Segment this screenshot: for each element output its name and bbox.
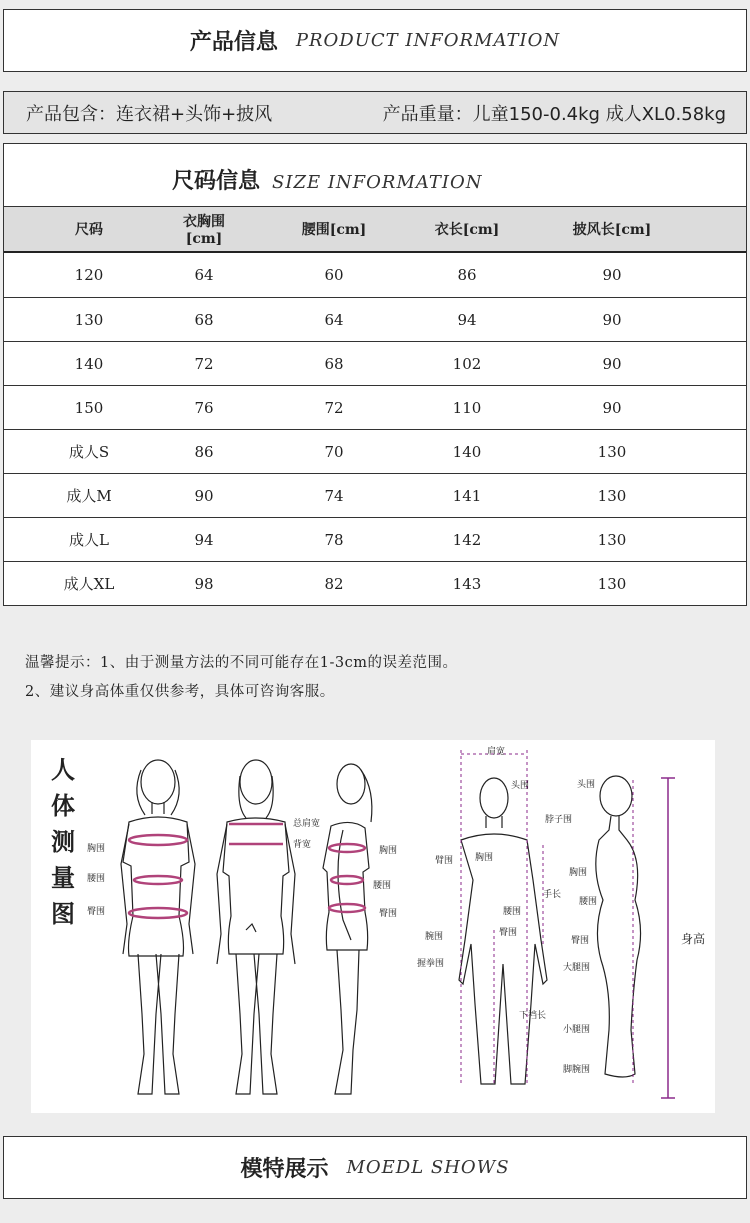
cell-size: 150 (74, 398, 104, 417)
header-waist: 腰围[cm] (301, 222, 367, 238)
cell-length: 140 (452, 442, 482, 461)
thigh-label: 大腿围 (563, 963, 591, 973)
tip-line-2: 2、建议身高体重仅供参考，具体可咨询客服。 (25, 684, 335, 700)
cell-waist: 68 (324, 354, 344, 373)
neck-label: 脖子围 (545, 815, 573, 825)
head-label: 头围 (511, 781, 530, 791)
cell-size: 成人M (66, 487, 112, 505)
cell-size: 140 (74, 354, 104, 373)
table-row (4, 341, 746, 385)
shoulder-width-label: 肩宽 (487, 747, 506, 757)
table-row (4, 473, 746, 517)
calf-label: 小腿围 (563, 1025, 591, 1035)
cell-length: 94 (457, 310, 477, 329)
cell-cape-length: 130 (597, 574, 627, 593)
side-head-label: 头围 (577, 780, 596, 790)
height-arrow (661, 778, 675, 1098)
front-waist-label: 腰围 (87, 874, 106, 884)
cell-cape-length: 130 (597, 486, 627, 505)
cell-waist: 82 (324, 574, 344, 593)
cell-waist: 78 (324, 530, 344, 549)
tip-line-1: 温馨提示：1、由于测量方法的不同可能存在1-3cm的误差范围。 (25, 655, 458, 671)
cell-cape-length: 130 (597, 530, 627, 549)
cell-waist: 64 (324, 310, 344, 329)
cell-cape-length: 130 (597, 442, 627, 461)
cell-chest: 64 (194, 266, 214, 284)
cell-size: 成人S (68, 443, 110, 461)
cell-waist: 74 (324, 486, 344, 505)
product-weight: 产品重量：儿童150-0.4kg 成人XL0.58kg (382, 103, 726, 125)
cell-length: 141 (452, 486, 482, 505)
diagram-title-char: 量 (51, 864, 75, 892)
cell-waist: 70 (324, 442, 344, 461)
header-size: 尺码 (75, 222, 103, 238)
cell-cape-length: 90 (602, 266, 622, 284)
cell-length: 143 (452, 574, 482, 593)
body-chest-label: 胸围 (475, 853, 494, 863)
product-info-bar (3, 91, 747, 134)
table-row (4, 517, 746, 561)
table-row (4, 385, 746, 429)
cell-chest: 72 (194, 354, 214, 373)
body-side-outline (596, 776, 641, 1077)
header-cape-length: 披风长[cm] (572, 222, 652, 238)
diagram-title-char: 体 (51, 792, 75, 820)
table-row (4, 561, 746, 605)
product-contents: 产品包含：连衣裙+头饰+披风 (26, 103, 273, 125)
cell-size: 成人XL (63, 575, 115, 593)
model-shows-subtitle: MOEDL SHOWS (346, 1157, 510, 1178)
front-hip-label: 臀围 (87, 907, 106, 917)
table-row (4, 429, 746, 473)
body-waist-label: 腰围 (503, 907, 522, 917)
crotch-label: 下裆长 (519, 1011, 547, 1021)
cell-chest: 90 (194, 486, 214, 505)
diagram-title-char: 图 (51, 900, 75, 928)
product-info-header (3, 9, 747, 72)
diagram-title-char: 人 (51, 756, 75, 784)
size-info-header (3, 143, 747, 206)
cell-size: 120 (74, 266, 104, 284)
body-hip-label: 臀围 (499, 928, 518, 938)
front-figure (121, 760, 195, 1094)
back-width-label: 背宽 (293, 840, 312, 850)
header-length: 衣长[cm] (434, 222, 500, 238)
back-shoulder-label: 总肩宽 (293, 819, 321, 829)
product-info-title: 产品信息 (189, 30, 278, 55)
header-chest: 衣胸围[cm] (183, 214, 225, 247)
arm-label: 臂围 (435, 856, 454, 866)
diagram-title-char: 测 (51, 828, 75, 856)
body-side-hip-label: 臀围 (571, 936, 590, 946)
hand-length-label: 手长 (543, 890, 562, 900)
guide-lines (461, 750, 633, 1085)
size-table (3, 206, 747, 606)
figures-svg (31, 740, 715, 1113)
cell-chest: 76 (194, 398, 214, 417)
back-figure (217, 760, 295, 1094)
table-row (4, 297, 746, 341)
size-info-title: 尺码信息 (172, 169, 261, 194)
cell-waist: 72 (324, 398, 344, 417)
fist-label: 握拳围 (417, 959, 445, 969)
cell-cape-length: 90 (602, 354, 622, 373)
cell-cape-length: 90 (602, 310, 622, 329)
cell-length: 102 (452, 354, 482, 373)
cell-chest: 86 (194, 442, 214, 461)
cell-chest: 98 (194, 574, 214, 593)
product-info-subtitle: PRODUCT INFORMATION (295, 30, 561, 51)
cell-size: 130 (74, 310, 104, 329)
body-side-waist-label: 腰围 (579, 897, 598, 907)
cell-waist: 60 (324, 266, 344, 284)
cell-size: 成人L (69, 531, 109, 549)
cell-chest: 94 (194, 530, 214, 549)
body-measurement-diagram (31, 740, 715, 1113)
measure-bands (129, 824, 365, 918)
front-chest-label: 胸围 (87, 844, 106, 854)
side-figure (323, 764, 372, 1094)
ankle-label: 脚腕围 (563, 1065, 591, 1075)
wrist-label: 腕围 (425, 932, 444, 942)
height-label: 身高 (681, 932, 706, 946)
side-hip-label: 臀围 (379, 909, 398, 919)
cell-length: 142 (452, 530, 482, 549)
model-shows-header (3, 1136, 747, 1199)
size-info-subtitle: SIZE INFORMATION (272, 172, 483, 193)
body-side-chest-label: 胸围 (569, 868, 588, 878)
size-table-header (4, 207, 746, 253)
cell-chest: 68 (194, 310, 214, 329)
side-waist-label: 腰围 (373, 881, 392, 891)
side-chest-label: 胸围 (379, 846, 398, 856)
table-row (4, 253, 746, 297)
cell-cape-length: 90 (602, 398, 622, 417)
cell-length: 86 (457, 266, 477, 284)
model-shows-title: 模特展示 (240, 1157, 329, 1182)
cell-length: 110 (452, 398, 482, 417)
